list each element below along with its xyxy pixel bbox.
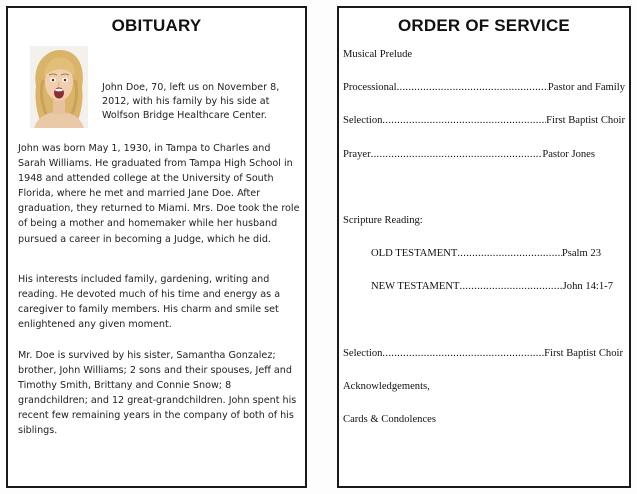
order-of-service-panel (337, 6, 631, 488)
dot-leader (397, 81, 548, 94)
service-item-label: Musical Prelude (343, 49, 413, 60)
service-item-processional (343, 81, 625, 94)
service-item-value: Pastor and Family (547, 82, 625, 93)
service-item-selection-1 (343, 114, 625, 127)
dot-leader (382, 347, 544, 360)
service-item-value: John 14:1-7 (562, 281, 613, 292)
portrait-illustration (30, 46, 88, 128)
service-item-musical-prelude (343, 48, 625, 61)
service-item-scripture-reading (343, 214, 625, 227)
service-item-label: Selection (343, 348, 383, 359)
service-item-new-testament (371, 280, 613, 293)
obituary-paragraph-survivors: Mr. Doe is survived by his sister, Samantha Gonzalez; brother, John Williams; 2 sons and their spouses, Jeff and Timothy Smith, Brittany and Connie Snow; 8 grandchildren; and 12 great-grandchildren. John spent his recent few remaining years in the company of both of his siblings. (18, 350, 297, 437)
service-item-acknowledgements (343, 380, 625, 393)
service-item-label: Scripture Reading: (343, 215, 423, 226)
dot-leader (371, 148, 543, 161)
obituary-title: OBITUARY (111, 16, 202, 35)
service-item-label: OLD TESTAMENT (371, 248, 458, 259)
service-item-label: NEW TESTAMENT (371, 281, 460, 292)
service-item-value: Pastor Jones (542, 149, 595, 160)
service-item-label: Selection (343, 115, 383, 126)
service-item-selection-2 (343, 347, 623, 360)
service-item-label: Processional (343, 82, 397, 93)
service-item-value: First Baptist Choir (546, 115, 625, 126)
dot-leader (457, 247, 561, 260)
service-item-label: Prayer (343, 149, 371, 160)
obituary-paragraph-interests: His interests included family, gardening, writing and reading. He devoted much of his time and energy as a caregiver to family members. His charm and smile set enlightened any given moment. (18, 274, 281, 331)
obituary-panel (6, 6, 307, 488)
service-item-value: First Baptist Choir (544, 348, 623, 359)
service-item-value: Psalm 23 (561, 248, 601, 259)
service-item-cards-condolences (343, 413, 625, 426)
dot-leader (460, 280, 563, 293)
obituary-intro: John Doe, 70, left us on November 8, 2012, with his family by his side at Wolfson Bridge Healthcare Center. (102, 82, 280, 121)
service-item-prayer (343, 148, 595, 161)
service-item-label: Cards & Condolences (343, 414, 436, 425)
obituary-paragraph-biography: John was born May 1, 1930, in Tampa to Charles and Sarah Williams. He graduated from Tampa High School in 1948 and attended college at the University of South Florida, where he met and married Jane Doe. After graduation, they returned to Miami. Mrs. Doe took the role of being a mother and homemaker while her husband pursued a career in becoming a Judge, which he did. (18, 143, 300, 245)
order-of-service-title: ORDER OF SERVICE (398, 16, 570, 35)
dot-leader (382, 114, 546, 127)
service-item-old-testament (371, 247, 601, 260)
portrait-photo (30, 46, 88, 128)
service-item-label: Acknowledgements, (343, 381, 430, 392)
